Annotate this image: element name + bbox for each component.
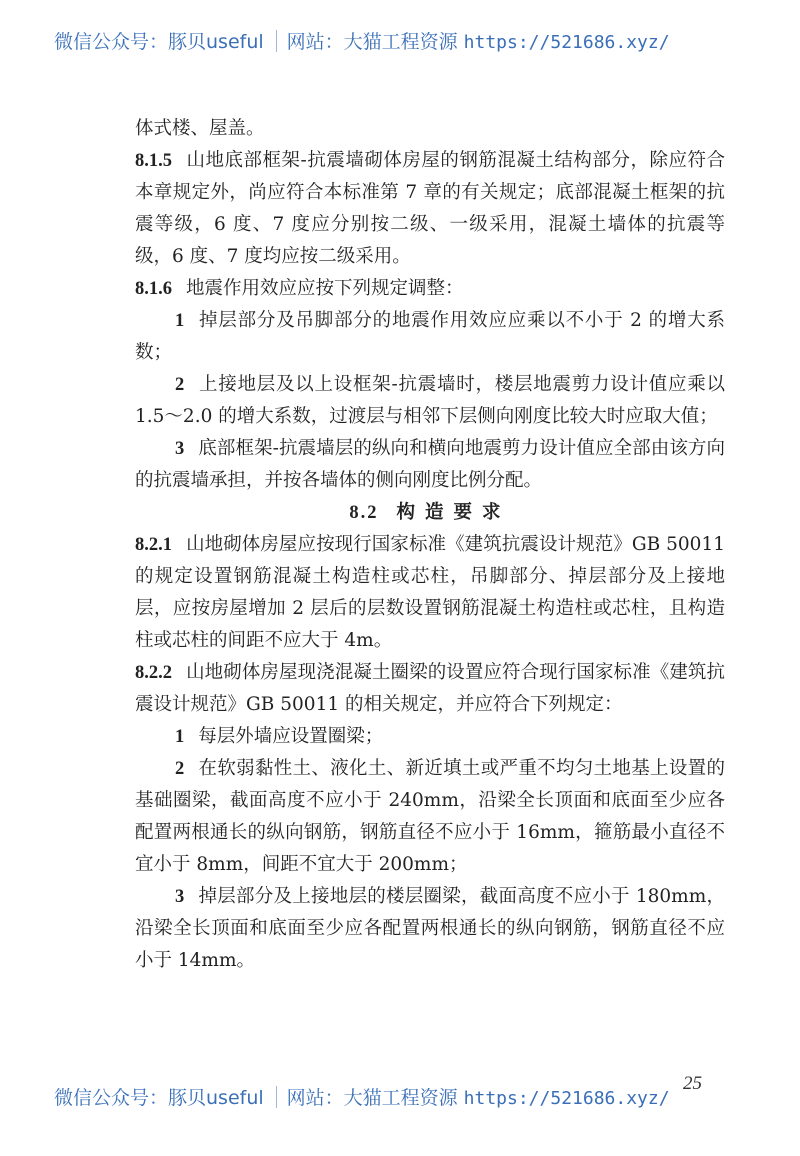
clause-number: 8.1.6 — [135, 279, 172, 299]
clause-item — [135, 433, 725, 497]
clause-item — [135, 881, 725, 977]
clause-8-1-5 — [135, 145, 725, 273]
clause-item — [135, 369, 725, 433]
item-number: 3 — [175, 887, 185, 907]
item-text: 掉层部分及上接地层的楼层圈梁，截面高度不应小于 180mm，沿梁全长顶面和底面至少应各配置两根通长的纵向钢筋，钢筋直径不应小于 14mm。 — [135, 886, 725, 971]
clause-8-2-1 — [135, 529, 725, 657]
clause-text: 山地砌体房屋应按现行国家标准《建筑抗震设计规范》GB 50011 的规定设置钢筋混凝土构造柱或芯柱，吊脚部分、掉层部分及上接地层，应按房屋增加 2 层后的层数设置钢筋混凝土构造柱或芯柱，且构造柱或芯柱的间距不应大于 4m。 — [135, 534, 725, 651]
item-text: 底部框架-抗震墙层的纵向和横向地震剪力设计值应全部由该方向的抗震墙承担，并按各墙体的侧向刚度比例分配。 — [135, 438, 725, 491]
watermark-divider — [276, 30, 277, 52]
page-number: 25 — [683, 1073, 702, 1094]
item-text: 每层外墙应设置圈梁； — [198, 726, 384, 747]
item-number: 3 — [175, 439, 185, 459]
site-url: https://521686.xyz/ — [463, 32, 670, 53]
clause-item — [135, 753, 725, 881]
site-url: https://521686.xyz/ — [463, 1088, 670, 1109]
clause-number: 8.1.5 — [135, 151, 172, 171]
clause-text: 山地底部框架-抗震墙砌体房屋的钢筋混凝土结构部分，除应符合本章规定外，尚应符合本标准第 7 章的有关规定；底部混凝土框架的抗震等级，6 度、7 度应分别按二级、一级采用，混凝土墙体的抗震等级，6 度、7 度均应按二级采用。 — [135, 150, 725, 267]
footer-watermark — [54, 1085, 754, 1112]
item-number: 2 — [175, 759, 185, 779]
clause-item — [135, 721, 725, 753]
continuation-text: 体式楼、屋盖。 — [135, 118, 265, 139]
item-text: 在软弱黏性土、液化土、新近填土或严重不均匀土地基上设置的基础圈梁，截面高度不应小于 240mm，沿梁全长顶面和底面至少应各配置两根通长的纵向钢筋，钢筋直径不应小于 16mm，箍筋最小直径不宜小于 8mm，间距不宜大于 200mm； — [135, 758, 725, 875]
item-text: 上接地层及以上设框架-抗震墙时，楼层地震剪力设计值应乘以 1.5～2.0 的增大系数，过渡层与相邻下层侧向刚度比较大时应取大值； — [135, 374, 725, 427]
clause-item — [135, 305, 725, 369]
clause-text: 山地砌体房屋现浇混凝土圈梁的设置应符合现行国家标准《建筑抗震设计规范》GB 50011 的相关规定，并应符合下列规定： — [135, 662, 725, 715]
site-label: 网站：大猫工程资源 — [286, 1087, 458, 1109]
clause-number: 8.2.1 — [135, 535, 172, 555]
item-number: 1 — [175, 311, 185, 331]
watermark-divider — [276, 1086, 277, 1108]
clause-number: 8.2.2 — [135, 663, 172, 683]
item-number: 2 — [175, 375, 185, 395]
wechat-account-label: 微信公众号：豚贝useful — [54, 1087, 264, 1109]
item-number: 1 — [175, 727, 185, 747]
header-watermark — [54, 29, 754, 56]
site-label: 网站：大猫工程资源 — [286, 31, 458, 53]
wechat-account-label: 微信公众号：豚贝useful — [54, 31, 264, 53]
clause-text: 地震作用效应应按下列规定调整： — [186, 278, 464, 299]
section-number: 8.2 — [349, 503, 379, 523]
item-text: 掉层部分及吊脚部分的地震作用效应应乘以不小于 2 的增大系数； — [135, 310, 725, 363]
section-heading — [135, 497, 725, 529]
document-body — [135, 113, 725, 977]
section-title: 构造要求 — [396, 502, 511, 523]
clause-8-1-6 — [135, 273, 725, 305]
clause-8-2-2 — [135, 657, 725, 721]
